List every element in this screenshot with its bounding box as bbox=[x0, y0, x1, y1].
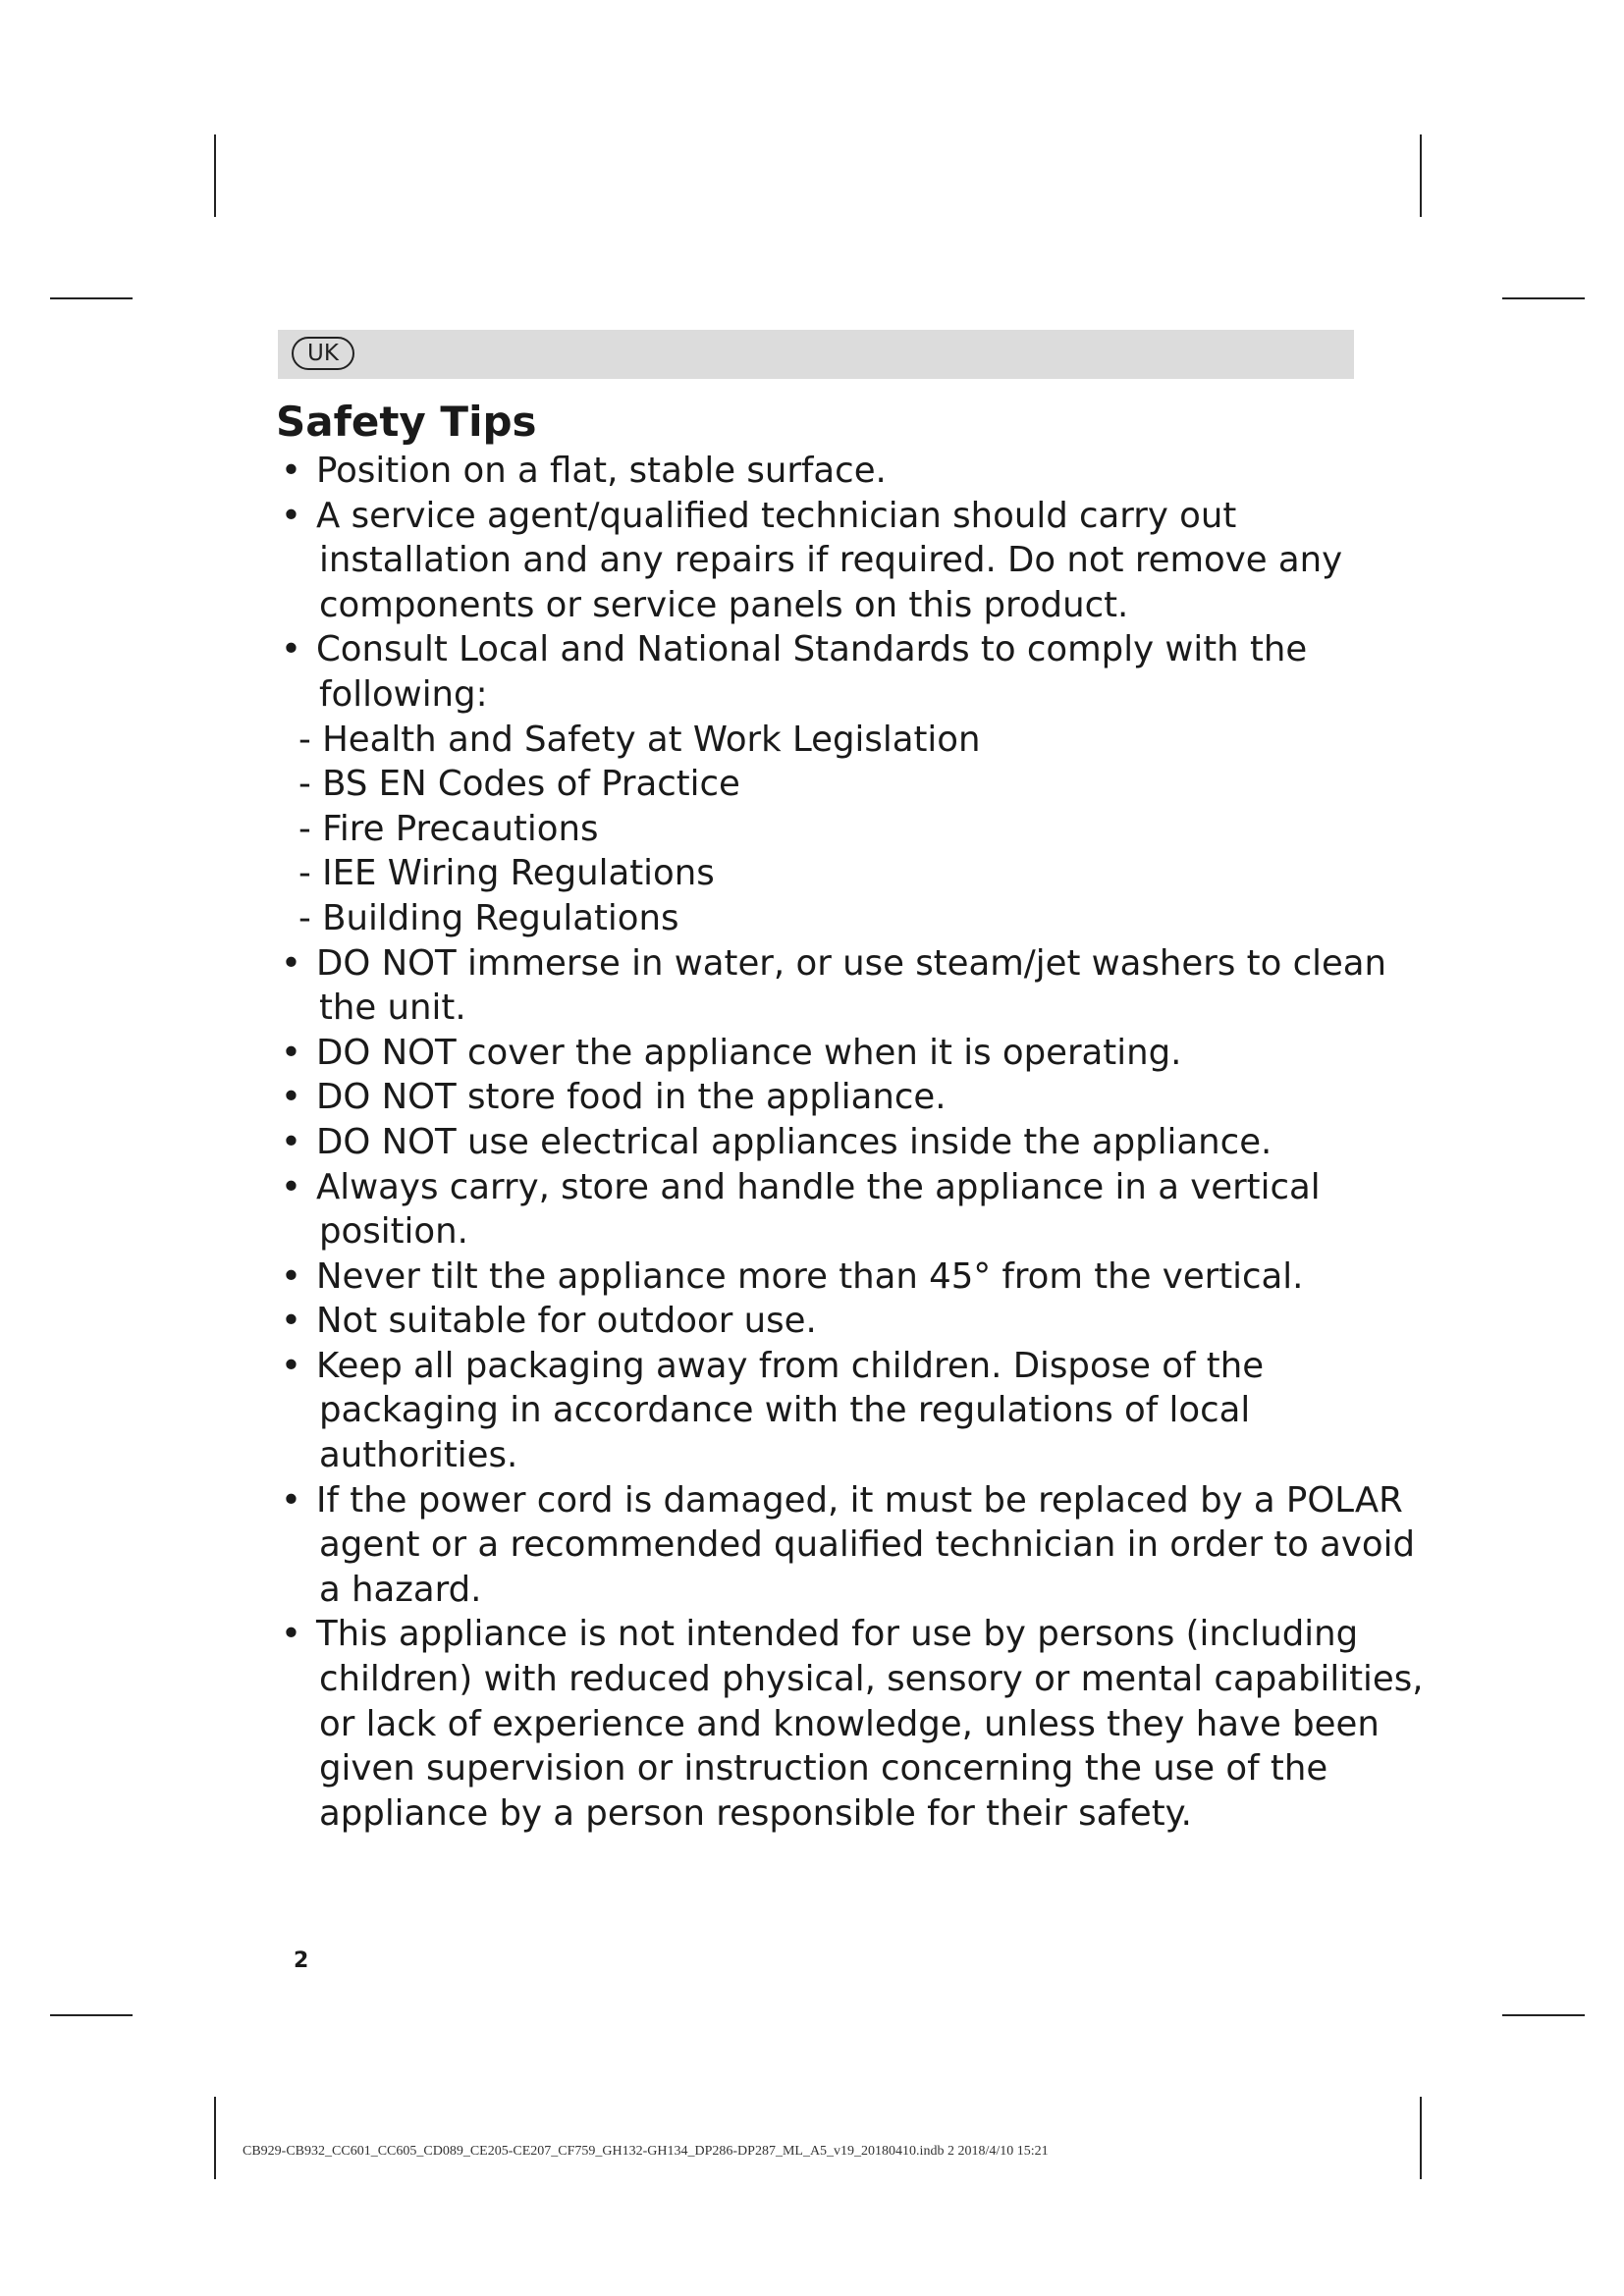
list-text: authorities. bbox=[319, 1435, 518, 1476]
bullet-icon: • bbox=[281, 1032, 301, 1073]
list-text: the unit. bbox=[319, 988, 466, 1029]
list-item-continuation bbox=[275, 1568, 1365, 1613]
list-item-continuation bbox=[275, 1702, 1380, 1747]
sub-list-item bbox=[275, 807, 1365, 852]
crop-mark-bottom-right-vertical bbox=[1420, 2097, 1422, 2179]
list-text: agent or a recommended qualified technician in order to avoid bbox=[319, 1524, 1416, 1566]
list-text: Keep all packaging away from children. Dispose of the bbox=[316, 1345, 1265, 1386]
list-text: - IEE Wiring Regulations bbox=[298, 853, 715, 894]
list-item bbox=[275, 1255, 1365, 1300]
crop-mark-bottom-left-horizontal bbox=[50, 2014, 133, 2016]
bullet-icon: • bbox=[281, 1121, 301, 1162]
list-item bbox=[275, 941, 1387, 987]
list-text: given supervision or instruction concerning the use of the bbox=[319, 1748, 1328, 1789]
list-text: Always carry, store and handle the appliance in a vertical bbox=[316, 1166, 1321, 1207]
sub-list-item bbox=[275, 851, 1365, 896]
list-item bbox=[275, 1299, 1365, 1344]
list-text: Not suitable for outdoor use. bbox=[316, 1301, 817, 1342]
list-text: children) with reduced physical, sensory or mental capabilities, bbox=[319, 1659, 1424, 1700]
list-item bbox=[275, 1031, 1365, 1076]
list-text: components or service panels on this product. bbox=[319, 584, 1129, 625]
list-item-continuation bbox=[275, 1791, 1365, 1837]
list-item bbox=[275, 627, 1365, 672]
page-title: Safety Tips bbox=[276, 398, 537, 446]
bullet-icon: • bbox=[281, 629, 301, 670]
list-text: - Health and Safety at Work Legislation bbox=[298, 719, 981, 760]
list-item-continuation bbox=[275, 1522, 1416, 1568]
list-item bbox=[275, 494, 1365, 539]
list-item-continuation bbox=[275, 1433, 1365, 1478]
list-item bbox=[275, 449, 1365, 494]
list-text: Consult Local and National Standards to comply with the bbox=[316, 629, 1308, 670]
list-text: or lack of experience and knowledge, unless they have been bbox=[319, 1703, 1380, 1744]
list-text: appliance by a person responsible for their safety. bbox=[319, 1792, 1192, 1834]
sub-list-item bbox=[275, 718, 1365, 763]
language-badge: UK bbox=[292, 337, 354, 370]
list-item-continuation bbox=[275, 672, 1365, 718]
language-bar bbox=[278, 330, 1354, 379]
list-item-continuation bbox=[275, 1746, 1365, 1791]
list-text: - Fire Precautions bbox=[298, 808, 599, 849]
bullet-icon: • bbox=[281, 1255, 301, 1297]
list-item bbox=[275, 1120, 1365, 1165]
bullet-icon: • bbox=[281, 451, 301, 491]
list-item-continuation bbox=[275, 1209, 1365, 1255]
bullet-icon: • bbox=[281, 1166, 301, 1207]
list-text: DO NOT store food in the appliance. bbox=[316, 1077, 947, 1118]
list-text: installation and any repairs if required. Do not remove any bbox=[319, 540, 1343, 581]
bullet-icon: • bbox=[281, 942, 301, 984]
list-item bbox=[275, 1344, 1365, 1389]
bullet-icon: • bbox=[281, 1345, 301, 1386]
list-item bbox=[275, 1612, 1365, 1657]
list-item bbox=[275, 1165, 1365, 1210]
page-number: 2 bbox=[294, 1949, 309, 1973]
list-item bbox=[275, 1478, 1403, 1523]
sub-list-item bbox=[275, 896, 1365, 941]
list-text: - BS EN Codes of Practice bbox=[298, 764, 740, 805]
crop-mark-top-right-vertical bbox=[1420, 134, 1422, 217]
crop-mark-top-left-horizontal bbox=[50, 297, 133, 299]
list-text: A service agent/qualified technician should carry out bbox=[316, 495, 1237, 536]
list-text: If the power cord is damaged, it must be replaced by a POLAR bbox=[316, 1479, 1403, 1521]
list-text: following: bbox=[319, 673, 488, 715]
bullet-icon: • bbox=[281, 1301, 301, 1342]
crop-mark-bottom-left-vertical bbox=[214, 2097, 216, 2179]
list-text: DO NOT immerse in water, or use steam/jet washers to clean bbox=[316, 942, 1387, 984]
bullet-icon: • bbox=[281, 495, 301, 536]
list-item-continuation bbox=[275, 538, 1365, 583]
list-item-continuation bbox=[275, 986, 1365, 1031]
sub-list-item bbox=[275, 762, 1365, 807]
list-text: This appliance is not intended for use by persons (including bbox=[316, 1614, 1359, 1655]
crop-mark-bottom-right-horizontal bbox=[1502, 2014, 1585, 2016]
list-item-continuation bbox=[275, 1657, 1424, 1702]
list-item-continuation bbox=[275, 583, 1365, 628]
list-text: Position on a flat, stable surface. bbox=[316, 451, 887, 491]
list-text: DO NOT cover the appliance when it is operating. bbox=[316, 1032, 1182, 1073]
print-slug: CB929-CB932_CC601_CC605_CD089_CE205-CE207_CF759_GH132-GH134_DP286-DP287_ML_A5_v19_20180410.indb 2 2018/4/10 15:21 bbox=[243, 2144, 1049, 2159]
bullet-icon: • bbox=[281, 1614, 301, 1655]
list-text: position. bbox=[319, 1211, 468, 1253]
list-item bbox=[275, 1075, 1365, 1120]
list-item-continuation bbox=[275, 1388, 1365, 1433]
safety-tips-list bbox=[275, 449, 1424, 1836]
crop-mark-top-left-vertical bbox=[214, 134, 216, 217]
bullet-icon: • bbox=[281, 1479, 301, 1521]
list-text: - Building Regulations bbox=[298, 897, 679, 938]
list-text: Never tilt the appliance more than 45° from the vertical. bbox=[316, 1255, 1304, 1297]
list-text: DO NOT use electrical appliances inside the appliance. bbox=[316, 1121, 1272, 1162]
list-text: packaging in accordance with the regulations of local bbox=[319, 1390, 1251, 1431]
bullet-icon: • bbox=[281, 1077, 301, 1118]
crop-mark-top-right-horizontal bbox=[1502, 297, 1585, 299]
list-text: a hazard. bbox=[319, 1569, 482, 1610]
